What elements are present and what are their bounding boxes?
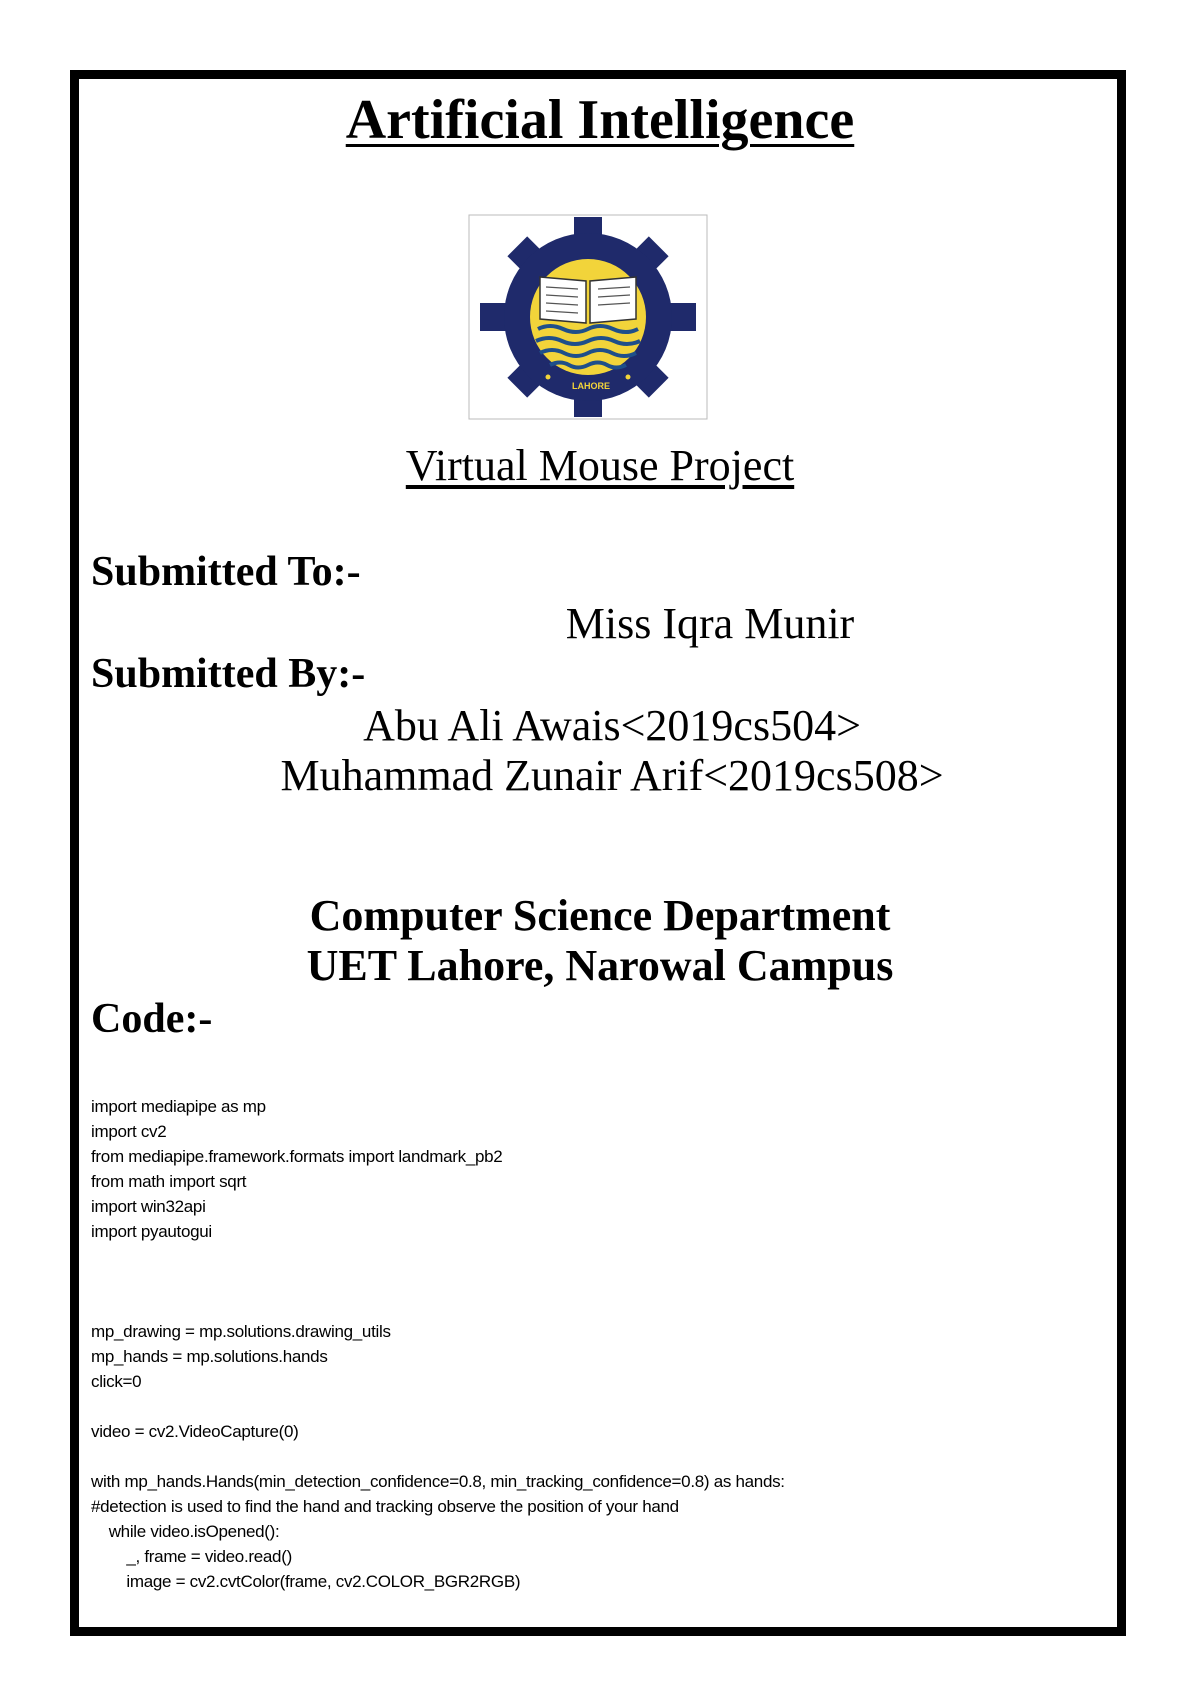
code-line: with mp_hands.Hands(min_detection_confidence=0.8, min_tracking_confidence=0.8) as hands: — [91, 1472, 785, 1491]
code-line: from math import sqrt — [91, 1172, 247, 1191]
department-line-2: UET Lahore, Narowal Campus — [306, 941, 894, 990]
code-line: import win32api — [91, 1197, 206, 1216]
uet-logo-emblem — [468, 214, 708, 420]
svg-text:LAHORE: LAHORE — [572, 381, 610, 391]
code-line: while video.isOpened(): — [91, 1522, 280, 1541]
department-line-1: Computer Science Department — [309, 891, 891, 940]
code-line: image = cv2.cvtColor(frame, cv2.COLOR_BGR2RGB) — [91, 1572, 521, 1591]
code-line: import cv2 — [91, 1122, 167, 1141]
code-line — [91, 1444, 1101, 1469]
code-line — [91, 1394, 1101, 1419]
code-line: click=0 — [91, 1372, 142, 1391]
code-line: mp_hands = mp.solutions.hands — [91, 1347, 328, 1366]
code-line: from mediapipe.framework.formats import landmark_pb2 — [91, 1147, 503, 1166]
code-line — [91, 1244, 1101, 1269]
code-line: import mediapipe as mp — [91, 1097, 266, 1116]
submitted-to-label: Submitted To:- — [91, 549, 361, 595]
document-title: Artificial Intelligence — [345, 89, 855, 151]
code-line: #detection is used to find the hand and tracking observe the position of your hand — [91, 1497, 679, 1516]
code-line — [91, 1294, 1101, 1319]
student-name-2: Muhammad Zunair Arif<2019cs508> — [280, 751, 944, 800]
uet-lahore-logo — [468, 214, 708, 420]
code-line: mp_drawing = mp.solutions.drawing_utils — [91, 1322, 391, 1341]
code-line — [91, 1269, 1101, 1294]
code-line: video = cv2.VideoCapture(0) — [91, 1422, 299, 1441]
supervisor-name: Miss Iqra Munir — [565, 599, 855, 648]
submitted-by-label: Submitted By:- — [91, 651, 366, 697]
project-title: Virtual Mouse Project — [405, 441, 795, 490]
code-block — [91, 1094, 1101, 1594]
student-name-1: Abu Ali Awais<2019cs504> — [363, 701, 861, 750]
code-line: _, frame = video.read() — [91, 1547, 292, 1566]
code-label: Code:- — [91, 996, 213, 1042]
code-line: import pyautogui — [91, 1222, 212, 1241]
